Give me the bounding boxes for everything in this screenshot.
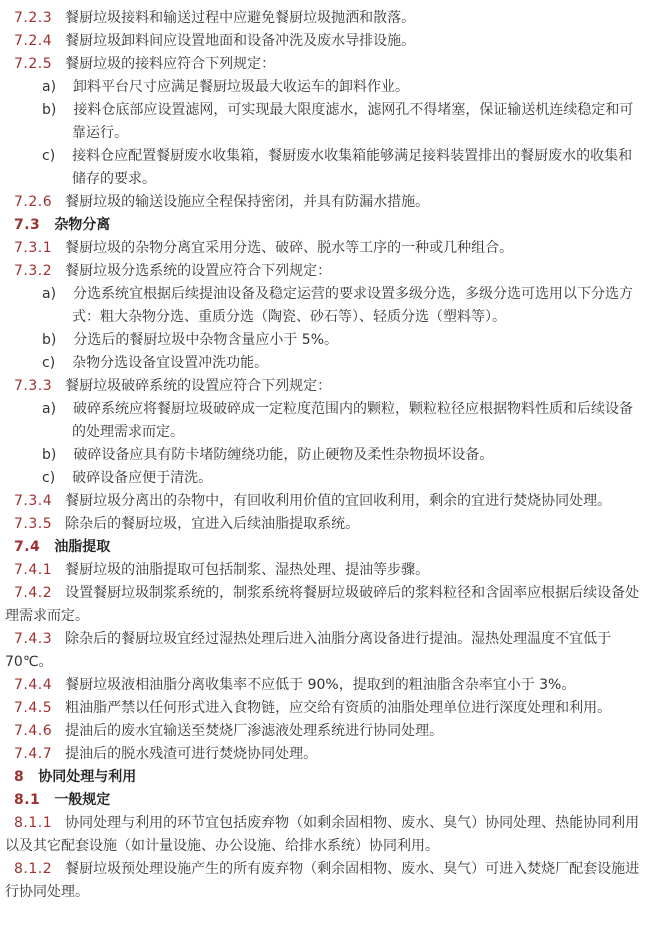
clause-text: 餐厨垃圾卸料间应设置地面和设备冲洗及废水导排设施。	[65, 33, 416, 49]
clause-text: 除杂后的餐厨垃圾宜经过湿热处理后进入油脂分离设备进行提油。湿热处理温度不宜低于 70℃。	[5, 631, 612, 670]
clause-number: 7.3.4	[14, 493, 53, 509]
list-item	[5, 352, 646, 375]
list-item-letter: c)	[42, 148, 56, 164]
clause-text: 分选系统宜根据后续提油设备及稳定运营的要求设置多级分选，多级分选可选用以下分选方式：粗大杂物分选、重质分选（陶瓷、砂石等）、轻质分选（塑料等）。	[72, 286, 634, 325]
clause-text: 提油后的废水宜输送至焚烧厂渗滤液处理系统进行协同处理。	[65, 723, 444, 739]
clause-number: 7.2.6	[14, 194, 53, 210]
clause-number: 8.1.1	[14, 815, 53, 831]
clause-text: 餐厨垃圾分选系统的设置应符合下列规定：	[65, 263, 332, 279]
heading-text: 油脂提取	[54, 539, 111, 555]
heading-text: 协同处理与利用	[38, 769, 137, 785]
clause-paragraph	[5, 858, 646, 904]
clause-text: 餐厨垃圾破碎系统的设置应符合下列规定：	[65, 378, 332, 394]
list-item	[5, 76, 646, 99]
clause-number: 7.4.6	[14, 723, 53, 739]
clause-text: 协同处理与利用的环节宜包括废弃物（如剩余固相物、废水、臭气）协同处理、热能协同利用以及其它配套设施（如计量设施、办公设施、给排水系统）协同利用。	[5, 815, 640, 854]
clause-text: 设置餐厨垃圾制浆系统的，制浆系统将餐厨垃圾破碎后的浆料粒径和含固率应根据后续设备处理需求而定。	[5, 585, 640, 624]
clause-paragraph	[5, 490, 646, 513]
clause-number: 7.3.2	[14, 263, 53, 279]
clause-number: 8.1	[14, 792, 41, 808]
clause-number: 7.4.1	[14, 562, 53, 578]
section-heading	[5, 789, 646, 812]
clause-text: 餐厨垃圾分离出的杂物中，有回收利用价值的宜回收利用，剩余的宜进行焚烧协同处理。	[65, 493, 612, 509]
clause-text: 破碎系统应将餐厨垃圾破碎成一定粒度范围内的颗粒，颗粒粒径应根据物料性质和后续设备的处理需求而定。	[72, 401, 634, 440]
clause-number: 7.4.2	[14, 585, 53, 601]
clause-text: 餐厨垃圾液相油脂分离收集率不应低于 90%，提取到的粗油脂含杂率宜小于 3%。	[65, 677, 576, 693]
clause-text: 餐厨垃圾接料和输送过程中应避免餐厨垃圾抛洒和散落。	[65, 10, 416, 26]
list-item	[5, 467, 646, 490]
clause-number: 7.4.5	[14, 700, 53, 716]
clause-number: 7.4	[14, 539, 41, 555]
list-item-letter: a)	[42, 79, 57, 95]
clause-paragraph	[5, 375, 646, 398]
list-item	[5, 444, 646, 467]
clause-text: 除杂后的餐厨垃圾，宜进入后续油脂提取系统。	[65, 516, 360, 532]
clause-number: 8.1.2	[14, 861, 53, 877]
list-item-letter: b)	[42, 447, 57, 463]
list-item-letter: b)	[42, 332, 57, 348]
list-item	[5, 99, 646, 145]
clause-paragraph	[5, 53, 646, 76]
clause-text: 杂物分选设备宜设置冲洗功能。	[72, 355, 269, 371]
clause-paragraph	[5, 260, 646, 283]
clause-paragraph	[5, 720, 646, 743]
list-item-letter: c)	[42, 470, 56, 486]
section-heading	[5, 536, 646, 559]
clause-paragraph	[5, 812, 646, 858]
clause-text: 餐厨垃圾的油脂提取可包括制浆、湿热处理、提油等步骤。	[65, 562, 430, 578]
clause-number: 7.3.5	[14, 516, 53, 532]
section-heading	[5, 214, 646, 237]
clause-text: 餐厨垃圾的杂物分离宜采用分选、破碎、脱水等工序的一种或几种组合。	[65, 240, 514, 256]
heading-text: 一般规定	[54, 792, 111, 808]
list-item-letter: a)	[42, 286, 57, 302]
clause-number: 7.3	[14, 217, 41, 233]
clause-text: 卸料平台尺寸应满足餐厨垃圾最大收运车的卸料作业。	[73, 79, 410, 95]
list-item-letter: b)	[42, 102, 57, 118]
clause-paragraph	[5, 674, 646, 697]
clause-paragraph	[5, 582, 646, 628]
clause-paragraph	[5, 237, 646, 260]
clause-paragraph	[5, 7, 646, 30]
list-item-letter: c)	[42, 355, 56, 371]
clause-text: 破碎设备应便于清洗。	[72, 470, 213, 486]
clause-number: 7.2.5	[14, 56, 53, 72]
clause-text: 破碎设备应具有防卡堵防缠绕功能，防止硬物及柔性杂物损坏设备。	[73, 447, 494, 463]
clause-paragraph	[5, 628, 646, 674]
clause-text: 提油后的脱水残渣可进行焚烧协同处理。	[65, 746, 318, 762]
clause-number: 7.2.4	[14, 33, 53, 49]
clause-paragraph	[5, 697, 646, 720]
list-item	[5, 398, 646, 444]
clause-number: 7.3.3	[14, 378, 53, 394]
clause-text: 接料仓底部应设置滤网，可实现最大限度滤水，滤网孔不得堵塞，保证输送机连续稳定和可靠运行。	[72, 102, 634, 141]
list-item-letter: a)	[42, 401, 57, 417]
clause-number: 7.4.7	[14, 746, 53, 762]
clause-paragraph	[5, 191, 646, 214]
clause-number: 8	[14, 769, 25, 785]
clause-number: 7.4.4	[14, 677, 53, 693]
clause-paragraph	[5, 513, 646, 536]
chapter-heading	[5, 766, 646, 789]
clause-text: 餐厨垃圾预处理设施产生的所有废弃物（剩余固相物、废水、臭气）可进入焚烧厂配套设施进行协同处理。	[5, 861, 640, 900]
clause-text: 分选后的餐厨垃圾中杂物含量应小于 5%。	[73, 332, 339, 348]
clause-text: 粗油脂严禁以任何形式进入食物链，应交给有资质的油脂处理单位进行深度处理和利用。	[65, 700, 612, 716]
clause-number: 7.3.1	[14, 240, 53, 256]
clause-paragraph	[5, 559, 646, 582]
clause-text: 接料仓应配置餐厨废水收集箱，餐厨废水收集箱能够满足接料装置排出的餐厨废水的收集和储存的要求。	[72, 148, 633, 187]
clause-paragraph	[5, 30, 646, 53]
list-item	[5, 329, 646, 352]
clause-text: 餐厨垃圾的输送设施应全程保持密闭，并具有防漏水措施。	[65, 194, 430, 210]
clause-number: 7.2.3	[14, 10, 53, 26]
list-item	[5, 283, 646, 329]
heading-text: 杂物分离	[54, 217, 111, 233]
clause-text: 餐厨垃圾的接料应符合下列规定：	[65, 56, 276, 72]
clause-number: 7.4.3	[14, 631, 53, 647]
clause-paragraph	[5, 743, 646, 766]
list-item	[5, 145, 646, 191]
